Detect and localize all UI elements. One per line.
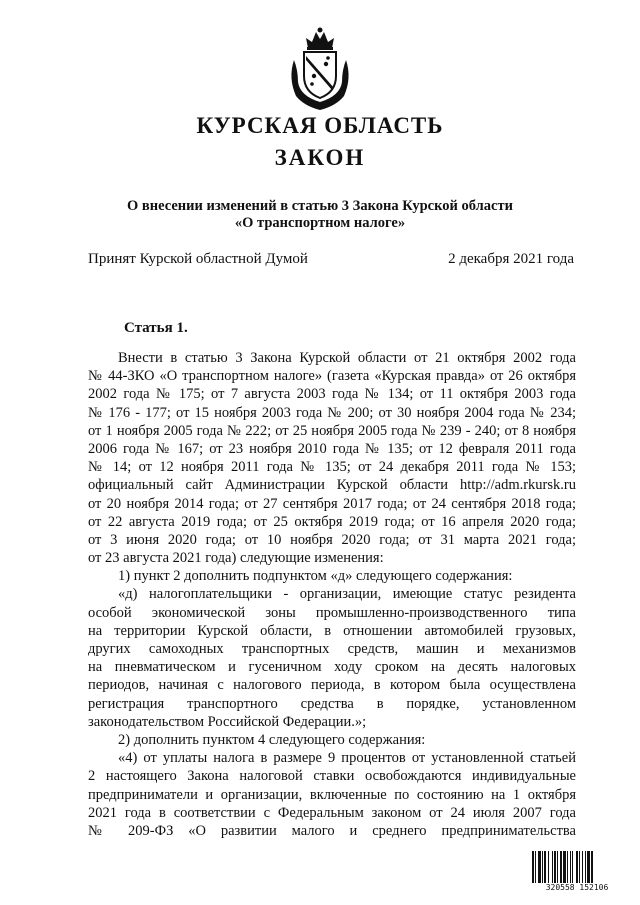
- body-line: от 23 августа 2021 года) следующие изменения:: [88, 550, 384, 567]
- barcode-bar: [552, 851, 553, 883]
- barcode-bar: [579, 851, 580, 883]
- body-line: законодательством Российской Федерации.»;: [88, 713, 367, 730]
- body-line: на пневматическом и гусеничном ходу сроком на десять налоговых: [88, 659, 576, 676]
- barcode-bar: [532, 851, 534, 883]
- body-line: от 20 ноября 2014 года; от 27 сентября 2017 года; от 24 сентября 2018 года;: [88, 495, 576, 512]
- barcode-number: 320558 152106: [545, 883, 609, 892]
- adopted-by: Принят Курской областной Думой: [88, 251, 308, 267]
- body-line: «д) налогоплательщики - организации, имеющие статус резидента: [118, 586, 576, 603]
- barcode: [532, 851, 622, 895]
- barcode-bars-icon: [532, 851, 622, 883]
- body-line: Внести в статью 3 Закона Курской области от 21 октября 2002 года: [118, 350, 576, 366]
- body-line: от 3 июня 2020 года; от 10 ноября 2020 года; от 31 марта 2021 года;: [88, 531, 576, 548]
- barcode-bar: [554, 851, 556, 883]
- body-line: «4) от уплаты налога в размере 9 процентов от установленной статьей: [118, 750, 576, 767]
- body-line: 2002 года № 175; от 7 августа 2003 года № 134; от 11 октября 2003 года: [88, 386, 576, 403]
- adoption-date: 2 декабря 2021 года: [448, 251, 574, 267]
- body-line: 2) дополнить пунктом 4 следующего содержания:: [118, 731, 426, 748]
- barcode-bar: [535, 851, 536, 883]
- barcode-bar: [585, 851, 586, 883]
- barcode-bar: [560, 851, 562, 883]
- coat-of-arms-icon: [284, 26, 356, 112]
- barcode-bar: [576, 851, 578, 883]
- body-line: 2006 года № 167; от 23 ноября 2010 года № 135; от 12 февраля 2011 года: [88, 440, 576, 457]
- barcode-bar: [567, 851, 568, 883]
- barcode-bar: [557, 851, 558, 883]
- law-title-line: «О транспортном налоге»: [234, 215, 406, 231]
- barcode-bar: [542, 851, 543, 883]
- body-line: № 176 - 177; от 15 ноября 2003 года № 200; от 30 ноября 2004 года № 234;: [88, 404, 576, 421]
- document-type-heading: ЗАКОН: [274, 145, 366, 170]
- body-line: № 44-ЗКО «О транспортном налоге» (газета «Курская правда» от 26 октября: [88, 368, 576, 385]
- body-line: официальный сайт Администрации Курской области http://adm.rkursk.ru: [88, 477, 576, 494]
- barcode-bar: [563, 851, 566, 883]
- body-line: от 22 августа 2019 года; от 25 октября 2019 года; от 16 апреля 2020 года;: [88, 513, 576, 530]
- body-line: особой экономической зоны промышленно-производственного типа: [88, 604, 576, 621]
- barcode-bar: [591, 851, 593, 883]
- barcode-bar: [538, 851, 541, 883]
- body-line: периодов, начиная с налогового периода, в котором была осуществлена: [88, 677, 576, 694]
- body-line: № 209-ФЗ «О развитии малого и среднего предпринимательства: [88, 822, 576, 839]
- barcode-bar: [572, 851, 573, 883]
- body-line: других самоходных транспортных средств, машин и механизмов: [88, 641, 576, 657]
- barcode-bar: [570, 851, 571, 883]
- body-line: регистрация транспортного средства в порядке, установленном: [88, 695, 576, 712]
- barcode-bar: [548, 851, 549, 883]
- body-line: 2 настоящего Закона налоговой ставки освобождаются индивидуальные: [88, 768, 576, 785]
- body-line: на территории Курской области, в отношении автомобилей грузовых,: [88, 622, 576, 639]
- body-line: предприниматели и организации, включенные по состоянию на 1 октября: [88, 786, 576, 803]
- law-title: [60, 198, 580, 232]
- barcode-bar: [582, 851, 583, 883]
- article-body: [88, 349, 576, 840]
- region-heading: КУРСКАЯ ОБЛАСТЬ: [196, 113, 444, 138]
- law-title-line: О внесении изменений в статью 3 Закона Курской области: [127, 198, 513, 214]
- barcode-bar: [544, 851, 546, 883]
- article-heading: Статья 1.: [124, 320, 188, 336]
- body-line: 2021 года в соответствии с Федеральным законом от 24 июля 2007 года: [88, 804, 576, 821]
- body-line: № 14; от 12 ноября 2011 года № 135; от 24 декабря 2011 года № 153;: [88, 459, 576, 476]
- body-line: от 1 ноября 2005 года № 222; от 25 ноября 2005 года № 239 - 240; от 8 ноября: [88, 422, 576, 439]
- body-line: 1) пункт 2 дополнить подпунктом «д» следующего содержания:: [118, 568, 513, 585]
- barcode-bar: [587, 851, 590, 883]
